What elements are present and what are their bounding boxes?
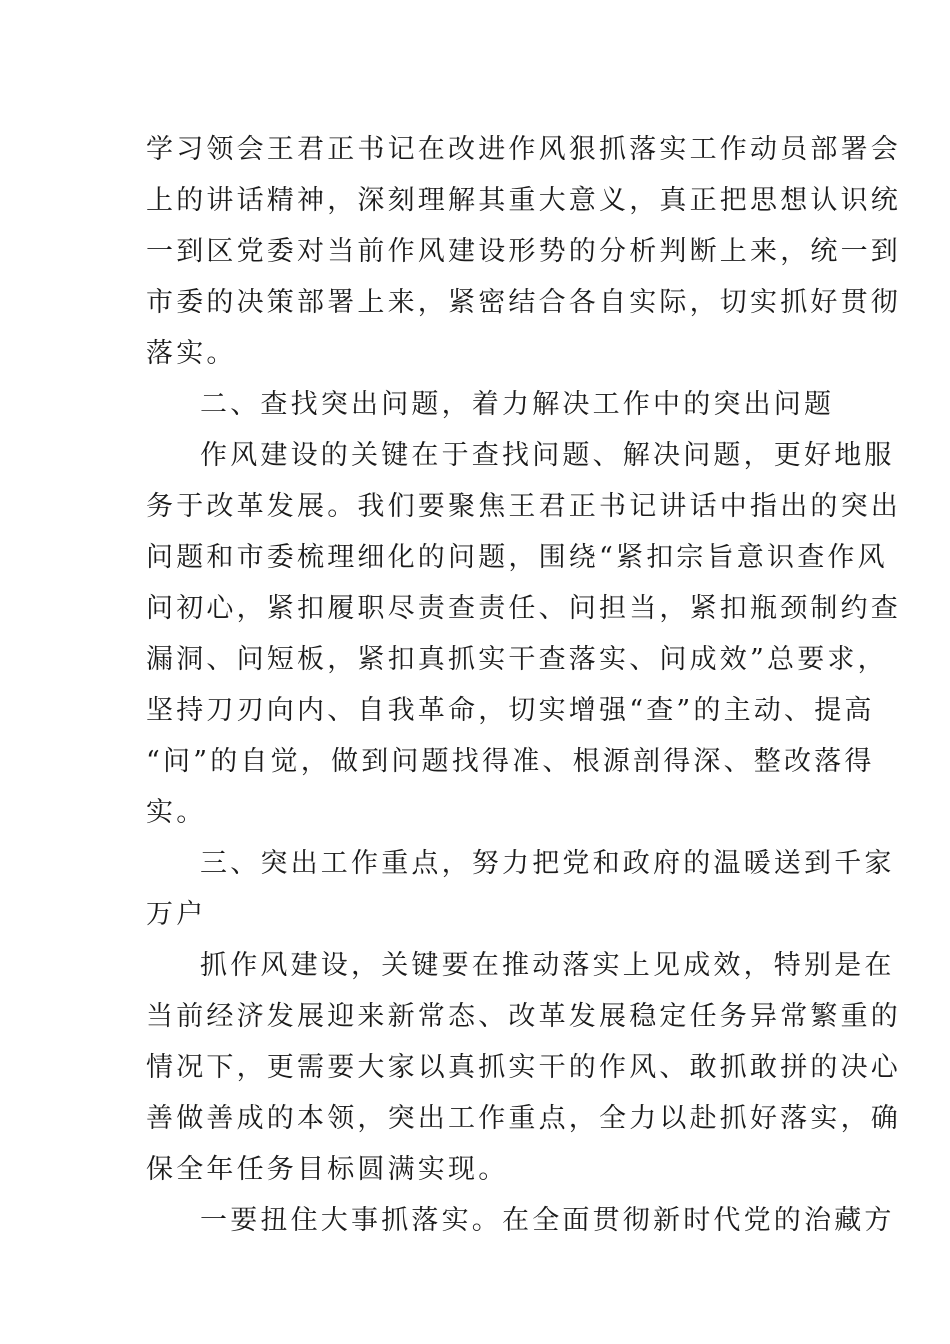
text-line: 漏洞、问短板，紧扣真抓实干查落实、问成效”总要求， [146, 644, 888, 675]
text-line: 三、突出工作重点，努力把党和政府的温暖送到千家 [200, 848, 895, 879]
text-line: 上的讲话精神，深刻理解其重大意义，真正把思想认识统 [146, 185, 901, 216]
text-line: 一到区党委对当前作风建设形势的分析判断上来，统一到 [146, 236, 901, 267]
text-line: 问题和市委梳理细化的问题，围绕“紧扣宗旨意识查作风 [146, 542, 888, 573]
text-line: 作风建设的关键在于查找问题、解决问题，更好地服 [200, 440, 895, 471]
text-line: 二、查找突出问题，着力解决工作中的突出问题 [200, 389, 835, 420]
text-line: 一要扭住大事抓落实。在全面贯彻新时代党的治藏方 [200, 1205, 895, 1236]
text-line: 坚持刀刃向内、自我革命，切实增强“查”的主动、提高 [146, 695, 875, 726]
text-line: 当前经济发展迎来新常态、改革发展稳定任务异常繁重的 [146, 1001, 901, 1032]
text-line: 情况下，更需要大家以真抓实干的作风、敢抓敢拼的决心 [146, 1052, 901, 1083]
document-body [146, 124, 901, 1246]
paragraph-3 [146, 430, 901, 838]
text-line: “问”的自觉，做到问题找得准、根源剖得深、整改落得 [146, 746, 875, 777]
text-line: 实。 [146, 797, 207, 828]
text-line: 善做善成的本领，突出工作重点，全力以赴抓好落实，确 [146, 1103, 901, 1134]
text-line: 学习领会王君正书记在改进作风狠抓落实工作动员部署会 [146, 134, 901, 165]
paragraph-6 [146, 1195, 895, 1246]
paragraph-1 [146, 124, 901, 379]
section-heading-2 [146, 379, 835, 430]
text-line: 市委的决策部署上来，紧密结合各自实际，切实抓好贯彻 [146, 287, 901, 318]
text-line: 万户 [146, 899, 207, 930]
text-line: 保全年任务目标圆满实现。 [146, 1154, 509, 1185]
text-line: 抓作风建设，关键要在推动落实上见成效，特别是在 [200, 950, 895, 981]
section-heading-3 [146, 838, 895, 940]
text-line: 落实。 [146, 338, 237, 369]
paragraph-5 [146, 940, 901, 1195]
text-line: 务于改革发展。我们要聚焦王君正书记讲话中指出的突出 [146, 491, 901, 522]
text-line: 问初心，紧扣履职尽责查责任、问担当，紧扣瓶颈制约查 [146, 593, 901, 624]
